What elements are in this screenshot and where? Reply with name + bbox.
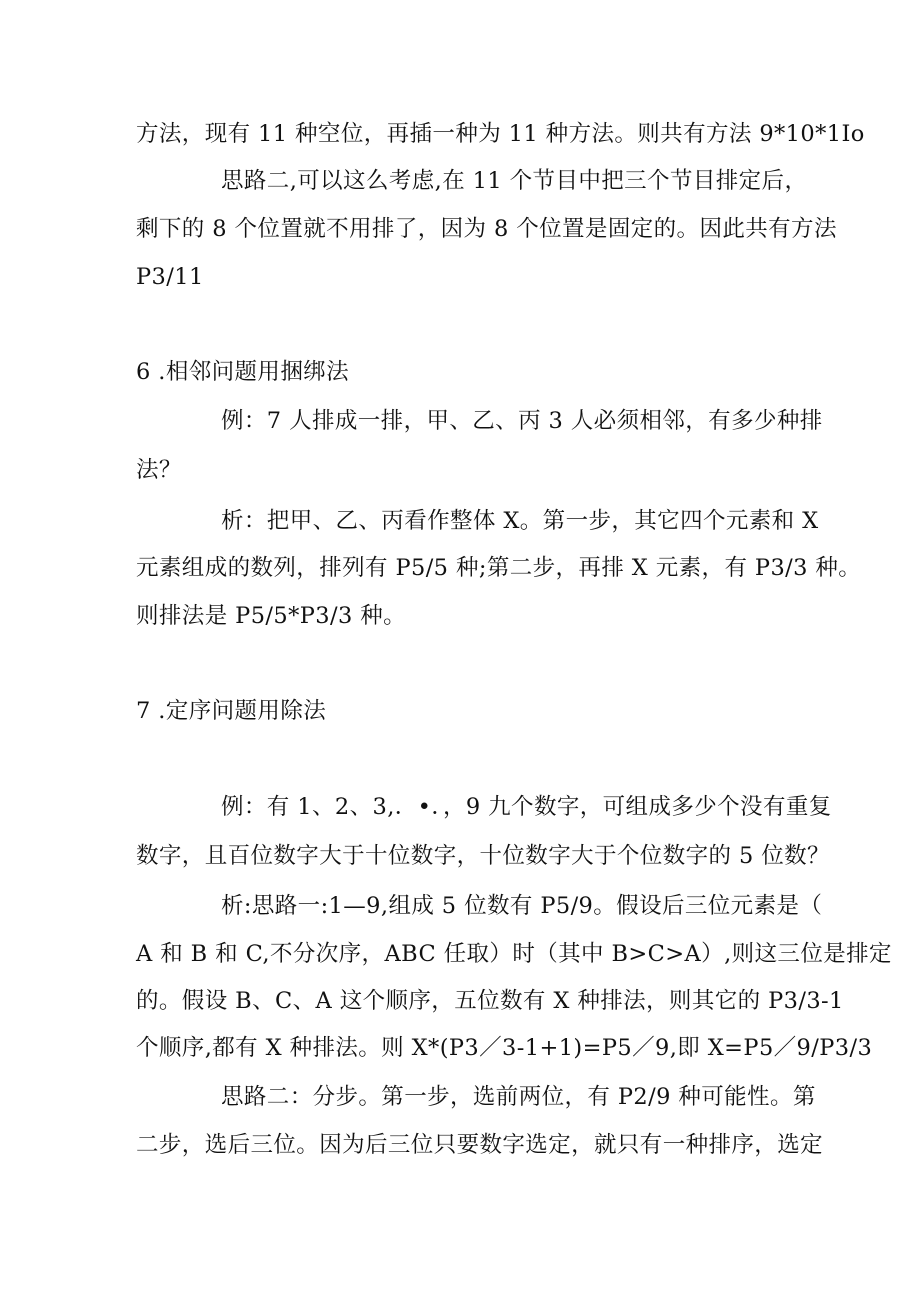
text-line: 的。假设 B、C、A 这个顺序，五位数有 X 种排法，则其它的 P3/3-1 <box>136 988 844 1014</box>
text-line: 元素组成的数列，排列有 P5/5 种;第二步，再排 X 元素，有 P3/3 种。 <box>136 555 862 581</box>
text-line: 方法，现有 11 种空位，再插一种为 11 种方法。则共有方法 9*10*1Io <box>136 121 865 147</box>
text-line: 思路二：分步。第一步，选前两位，有 P2/9 种可能性。第 <box>221 1084 816 1110</box>
text-line: 法？ <box>136 457 182 483</box>
text-line: 二步，选后三位。因为后三位只要数字选定，就只有一种排序，选定 <box>136 1132 824 1158</box>
text-line: 个顺序,都有 X 种排法。则 X*(P3／3-1+1)=P5／9,即 X=P5／9/P3/3 <box>136 1035 873 1061</box>
text-line: A 和 B 和 C,不分次序，ABC 任取）时（其中 B>C>A）,则这三位是排定 <box>136 941 892 967</box>
text-line: 析:思路一:1—9,组成 5 位数有 P5/9。假设后三位元素是（ <box>221 893 823 919</box>
text-line: 例：有 1、2、3,．•．，9 九个数字，可组成多少个没有重复 <box>221 794 832 820</box>
text-line: 则排法是 P5/5*P3/3 种。 <box>136 603 407 629</box>
text-line: 例：7 人排成一排，甲、乙、丙 3 人必须相邻，有多少种排 <box>221 408 823 434</box>
section-heading: 7 .定序问题用除法 <box>136 698 327 724</box>
text-line: 剩下的 8 个位置就不用排了，因为 8 个位置是固定的。因此共有方法 <box>136 216 837 242</box>
text-line: 析：把甲、乙、丙看作整体 X。第一步，其它四个元素和 X <box>221 508 819 534</box>
text-line: 数字，且百位数字大于十位数字，十位数字大于个位数字的 5 位数？ <box>136 843 830 869</box>
text-line: P3/11 <box>136 264 204 290</box>
section-heading: 6 .相邻问题用捆绑法 <box>136 359 350 385</box>
text-line: 思路二,可以这么考虑,在 11 个节目中把三个节目排定后， <box>221 168 808 194</box>
